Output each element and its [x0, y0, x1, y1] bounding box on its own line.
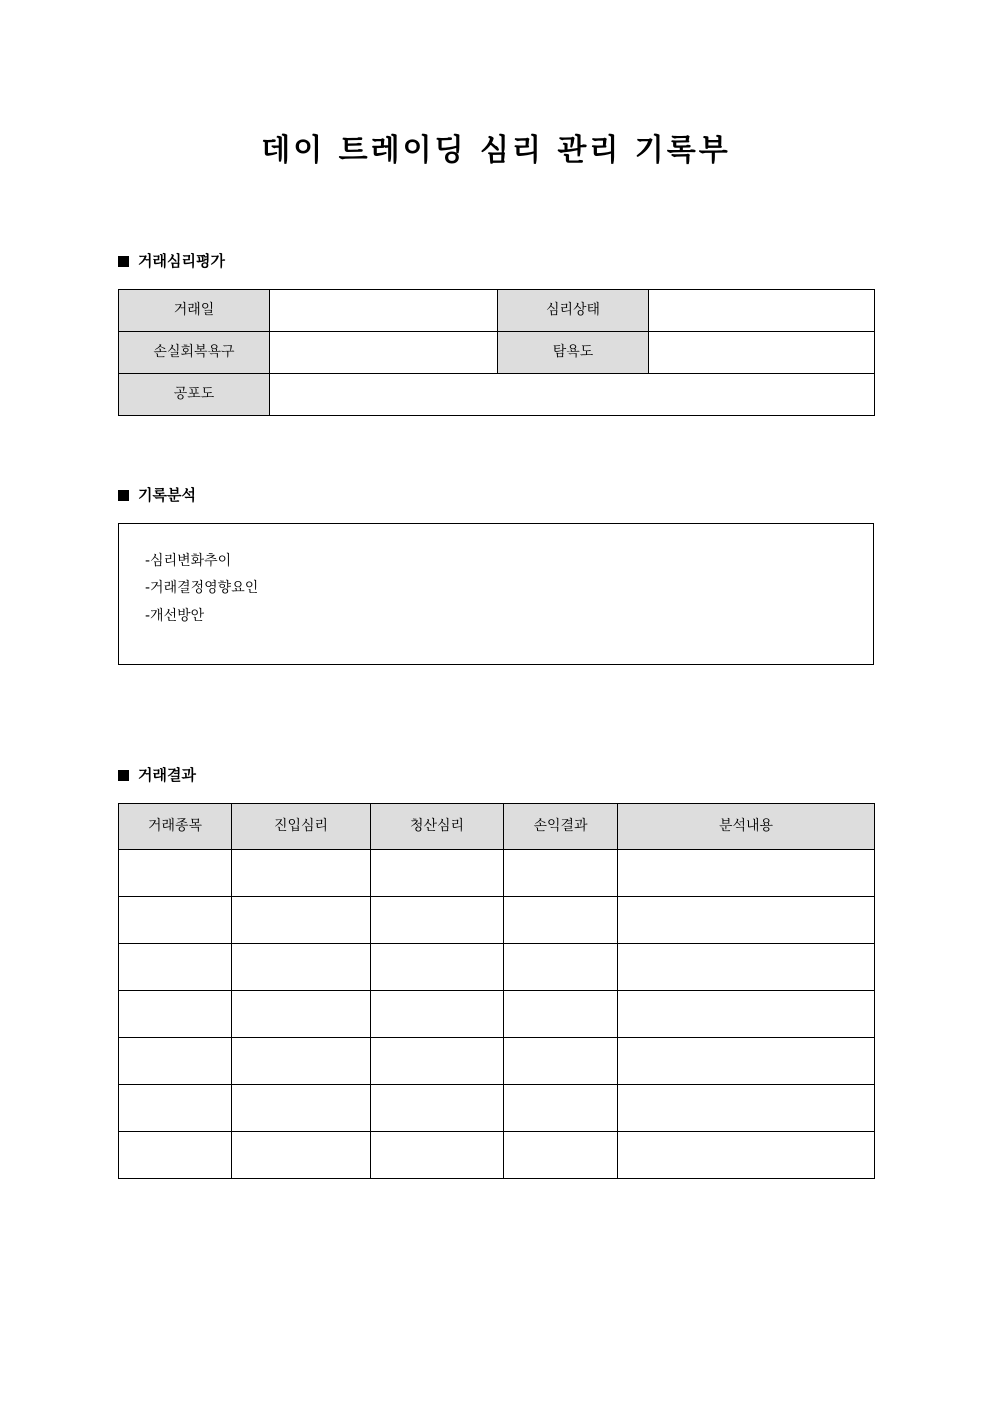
result-cell-pnl[interactable]: [504, 944, 618, 991]
table-row: [119, 991, 875, 1038]
result-cell-exit-psychology[interactable]: [371, 991, 504, 1038]
result-cell-exit-psychology[interactable]: [371, 1085, 504, 1132]
list-item: -거래결정영향요인: [145, 580, 259, 597]
result-cell-pnl[interactable]: [504, 897, 618, 944]
result-cell-exit-psychology[interactable]: [371, 1038, 504, 1085]
result-cell-analysis[interactable]: [618, 991, 875, 1038]
result-cell-analysis[interactable]: [618, 897, 875, 944]
result-cell-symbol[interactable]: [119, 850, 232, 897]
result-cell-entry-psychology[interactable]: [232, 1085, 371, 1132]
result-cell-analysis[interactable]: [618, 850, 875, 897]
result-cell-symbol[interactable]: [119, 1085, 232, 1132]
result-cell-exit-psychology[interactable]: [371, 850, 504, 897]
table-row: [119, 374, 875, 416]
evaluation-table: [118, 289, 875, 416]
list-item: -개선방안: [145, 607, 205, 624]
eval-value-mental-state[interactable]: [649, 290, 875, 332]
section-heading-analysis-label: 기록분석: [138, 486, 196, 504]
section-heading-result-label: 거래결과: [138, 766, 196, 784]
result-cell-entry-psychology[interactable]: [232, 897, 371, 944]
result-cell-pnl[interactable]: [504, 850, 618, 897]
table-row: [119, 944, 875, 991]
result-cell-entry-psychology[interactable]: [232, 991, 371, 1038]
page-title: 데이 트레이딩 심리 관리 기록부: [261, 133, 731, 168]
result-column-header-symbol: 거래종목: [119, 804, 232, 850]
result-cell-entry-psychology[interactable]: [232, 944, 371, 991]
result-column-header-analysis: 분석내용: [618, 804, 875, 850]
table-row: [119, 1038, 875, 1085]
table-row: [119, 850, 875, 897]
eval-label-greed-level: 탐욕도: [498, 332, 649, 374]
result-cell-symbol[interactable]: [119, 991, 232, 1038]
result-cell-pnl[interactable]: [504, 1038, 618, 1085]
result-table-body: [119, 850, 875, 1179]
section-heading-evaluation: [118, 254, 225, 269]
analysis-textbox[interactable]: [118, 523, 874, 665]
result-cell-pnl[interactable]: [504, 991, 618, 1038]
result-column-header-pnl: 손익결과: [504, 804, 618, 850]
eval-value-greed-level[interactable]: [649, 332, 875, 374]
result-cell-entry-psychology[interactable]: [232, 850, 371, 897]
eval-value-trade-date[interactable]: [270, 290, 498, 332]
black-square-icon: [118, 770, 129, 781]
result-cell-entry-psychology[interactable]: [232, 1038, 371, 1085]
result-cell-pnl[interactable]: [504, 1132, 618, 1179]
table-row: [119, 1132, 875, 1179]
result-cell-exit-psychology[interactable]: [371, 897, 504, 944]
result-cell-pnl[interactable]: [504, 1085, 618, 1132]
eval-label-loss-recovery-desire: 손실회복욕구: [119, 332, 270, 374]
table-row: [119, 290, 875, 332]
result-cell-symbol[interactable]: [119, 897, 232, 944]
result-cell-analysis[interactable]: [618, 1085, 875, 1132]
eval-value-loss-recovery-desire[interactable]: [270, 332, 498, 374]
result-cell-symbol[interactable]: [119, 1038, 232, 1085]
result-cell-symbol[interactable]: [119, 944, 232, 991]
table-row: [119, 1085, 875, 1132]
result-column-header-exit-psychology: 청산심리: [371, 804, 504, 850]
result-cell-analysis[interactable]: [618, 944, 875, 991]
black-square-icon: [118, 256, 129, 267]
eval-label-fear-level: 공포도: [119, 374, 270, 416]
analysis-prompt-list: [119, 524, 873, 630]
section-heading-analysis: [118, 488, 196, 503]
eval-label-mental-state: 심리상태: [498, 290, 649, 332]
eval-label-trade-date: 거래일: [119, 290, 270, 332]
list-item: -심리변화추이: [145, 553, 232, 569]
table-header-row: [119, 804, 875, 850]
result-cell-analysis[interactable]: [618, 1132, 875, 1179]
eval-value-fear-level[interactable]: [270, 374, 875, 416]
result-table: [118, 803, 875, 1179]
result-column-header-entry-psychology: 진입심리: [232, 804, 371, 850]
table-row: [119, 332, 875, 374]
section-heading-evaluation-label: 거래심리평가: [138, 252, 225, 270]
section-heading-result: [118, 768, 196, 783]
result-cell-analysis[interactable]: [618, 1038, 875, 1085]
result-cell-entry-psychology[interactable]: [232, 1132, 371, 1179]
result-cell-symbol[interactable]: [119, 1132, 232, 1179]
table-row: [119, 897, 875, 944]
black-square-icon: [118, 490, 129, 501]
result-cell-exit-psychology[interactable]: [371, 944, 504, 991]
result-cell-exit-psychology[interactable]: [371, 1132, 504, 1179]
